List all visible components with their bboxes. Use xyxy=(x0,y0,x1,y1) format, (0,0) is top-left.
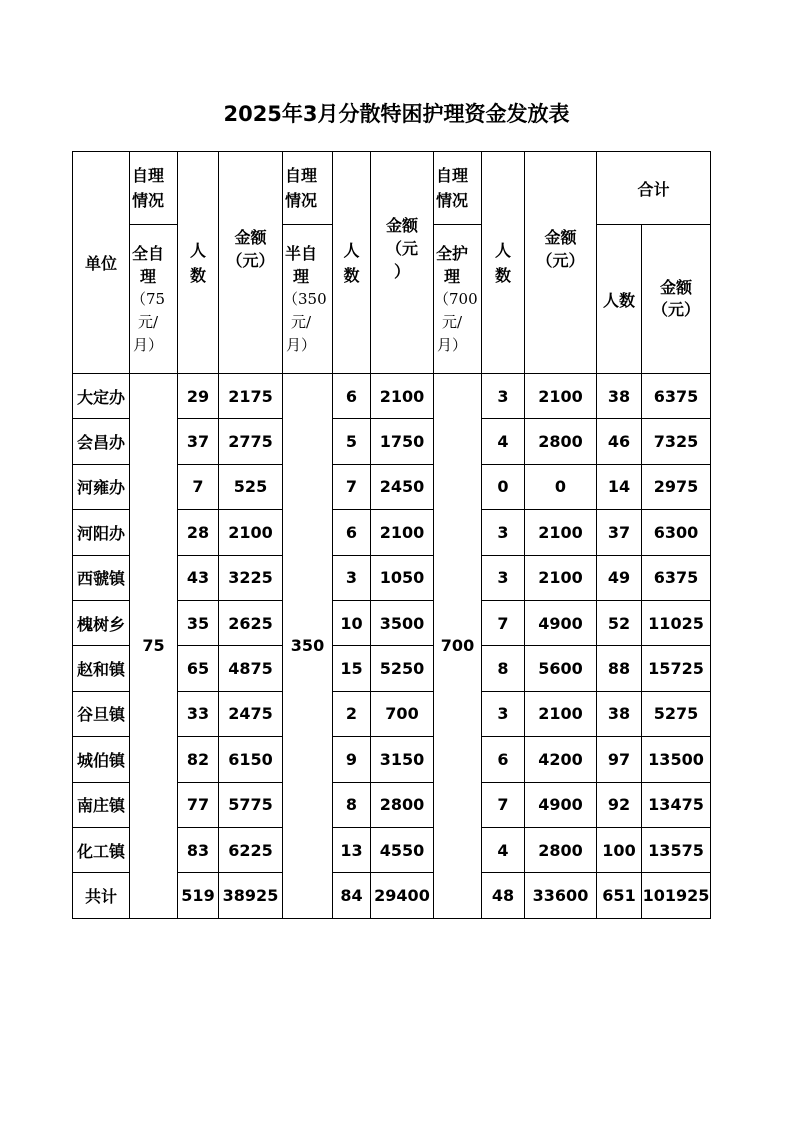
header-full-self-rate: （75元/月） xyxy=(130,289,166,354)
total-amount: 11025 xyxy=(642,600,711,645)
full-self-amount: 5775 xyxy=(219,782,283,827)
unit-cell: 槐树乡 xyxy=(73,600,130,645)
header-full-care xyxy=(434,225,482,374)
header-amount-line-1: 金额 xyxy=(385,216,418,235)
full-self-people: 83 xyxy=(178,827,219,872)
total-people: 38 xyxy=(597,691,642,736)
header-amount-3 xyxy=(525,152,597,374)
total-amount: 6375 xyxy=(642,374,711,419)
half-self-amount: 1750 xyxy=(371,419,434,464)
header-people-text: 人数 xyxy=(494,240,511,285)
header-full-care-rate: （700元/月） xyxy=(434,289,478,354)
header-self-care-status-1 xyxy=(130,152,178,225)
full-care-amount: 2800 xyxy=(525,419,597,464)
half-self-amount: 2800 xyxy=(371,782,434,827)
total-people: 14 xyxy=(597,464,642,509)
full-care-amount: 4900 xyxy=(525,600,597,645)
page-title: 2025年3月分散特困护理资金发放表 xyxy=(223,102,570,126)
full-self-amount: 525 xyxy=(219,464,283,509)
totals-total-people: 651 xyxy=(597,873,642,918)
full-care-people: 3 xyxy=(482,374,525,419)
full-self-amount: 2175 xyxy=(219,374,283,419)
header-half-self-label: 半自理 xyxy=(284,243,317,286)
half-self-people: 8 xyxy=(333,782,371,827)
header-self-care-status-text: 自理情况 xyxy=(435,166,468,210)
unit-cell: 会昌办 xyxy=(73,419,130,464)
full-care-amount: 4900 xyxy=(525,782,597,827)
full-self-amount: 2100 xyxy=(219,510,283,555)
header-amount-line-3: ） xyxy=(393,262,410,281)
totals-hs-people: 84 xyxy=(333,873,371,918)
total-amount: 13500 xyxy=(642,737,711,782)
header-self-care-status-text: 自理情况 xyxy=(131,166,164,210)
header-unit: 单位 xyxy=(73,152,130,374)
totals-fs-people: 519 xyxy=(178,873,219,918)
total-people: 88 xyxy=(597,646,642,691)
full-self-people: 28 xyxy=(178,510,219,555)
half-self-people: 5 xyxy=(333,419,371,464)
full-care-amount: 0 xyxy=(525,464,597,509)
full-care-people: 6 xyxy=(482,737,525,782)
full-self-people: 35 xyxy=(178,600,219,645)
total-amount: 2975 xyxy=(642,464,711,509)
full-care-amount: 2100 xyxy=(525,510,597,555)
full-care-amount: 5600 xyxy=(525,646,597,691)
full-care-people: 0 xyxy=(482,464,525,509)
funding-table xyxy=(72,151,711,919)
full-self-amount: 6225 xyxy=(219,827,283,872)
full-self-amount: 4875 xyxy=(219,646,283,691)
total-people: 92 xyxy=(597,782,642,827)
half-self-amount: 2450 xyxy=(371,464,434,509)
full-self-amount: 2775 xyxy=(219,419,283,464)
totals-label: 共计 xyxy=(73,873,130,918)
unit-cell: 河阳办 xyxy=(73,510,130,555)
table-row xyxy=(73,374,711,419)
total-people: 46 xyxy=(597,419,642,464)
header-people-3 xyxy=(482,152,525,374)
header-people-1 xyxy=(178,152,219,374)
half-self-amount: 4550 xyxy=(371,827,434,872)
half-self-amount: 5250 xyxy=(371,646,434,691)
header-self-care-status-text: 自理情况 xyxy=(284,166,317,210)
full-self-people: 65 xyxy=(178,646,219,691)
totals-total-amount: 101925 xyxy=(642,873,711,918)
half-self-people: 6 xyxy=(333,374,371,419)
header-self-care-status-2 xyxy=(283,152,333,225)
header-people-text: 人数 xyxy=(343,240,360,285)
half-self-amount: 700 xyxy=(371,691,434,736)
full-care-rate-value: 700 xyxy=(434,374,482,919)
totals-fc-amount: 33600 xyxy=(525,873,597,918)
half-self-people: 7 xyxy=(333,464,371,509)
total-amount: 15725 xyxy=(642,646,711,691)
half-self-amount: 1050 xyxy=(371,555,434,600)
full-self-amount: 2475 xyxy=(219,691,283,736)
unit-cell: 河雍办 xyxy=(73,464,130,509)
full-self-amount: 3225 xyxy=(219,555,283,600)
full-care-people: 4 xyxy=(482,419,525,464)
total-amount: 6375 xyxy=(642,555,711,600)
header-total-amount xyxy=(642,225,711,374)
header-total-amount-text: 金额（元） xyxy=(651,278,700,319)
header-total-people: 人数 xyxy=(597,225,642,374)
half-self-amount: 2100 xyxy=(371,374,434,419)
header-half-self xyxy=(283,225,333,374)
header-full-self-label: 全自理 xyxy=(131,243,164,286)
header-amount-text: 金额（元） xyxy=(536,227,585,270)
full-care-people: 8 xyxy=(482,646,525,691)
full-self-people: 37 xyxy=(178,419,219,464)
unit-cell: 城伯镇 xyxy=(73,737,130,782)
total-people: 49 xyxy=(597,555,642,600)
total-amount: 5275 xyxy=(642,691,711,736)
unit-cell: 赵和镇 xyxy=(73,646,130,691)
half-self-people: 10 xyxy=(333,600,371,645)
header-amount-line-2: （元 xyxy=(385,239,418,258)
full-self-rate-value: 75 xyxy=(130,374,178,919)
totals-fc-people: 48 xyxy=(482,873,525,918)
header-full-self xyxy=(130,225,178,374)
unit-cell: 南庄镇 xyxy=(73,782,130,827)
header-row-1 xyxy=(73,152,711,225)
full-care-people: 3 xyxy=(482,555,525,600)
unit-cell: 化工镇 xyxy=(73,827,130,872)
total-people: 38 xyxy=(597,374,642,419)
total-amount: 13475 xyxy=(642,782,711,827)
full-care-people: 3 xyxy=(482,510,525,555)
header-self-care-status-3 xyxy=(434,152,482,225)
full-care-people: 3 xyxy=(482,691,525,736)
header-amount-wrapped xyxy=(371,214,433,283)
header-amount-2 xyxy=(371,152,434,374)
total-people: 37 xyxy=(597,510,642,555)
total-amount: 7325 xyxy=(642,419,711,464)
total-people: 100 xyxy=(597,827,642,872)
half-self-people: 3 xyxy=(333,555,371,600)
half-self-people: 15 xyxy=(333,646,371,691)
total-people: 97 xyxy=(597,737,642,782)
full-self-people: 77 xyxy=(178,782,219,827)
half-self-people: 9 xyxy=(333,737,371,782)
full-care-amount: 2800 xyxy=(525,827,597,872)
half-self-people: 6 xyxy=(333,510,371,555)
full-care-people: 4 xyxy=(482,827,525,872)
total-people: 52 xyxy=(597,600,642,645)
full-care-people: 7 xyxy=(482,600,525,645)
header-amount-text: 金额（元） xyxy=(226,227,275,270)
total-amount: 13575 xyxy=(642,827,711,872)
header-people-2 xyxy=(333,152,371,374)
header-total: 合计 xyxy=(597,152,711,225)
half-self-rate-value: 350 xyxy=(283,374,333,919)
half-self-amount: 2100 xyxy=(371,510,434,555)
full-care-amount: 2100 xyxy=(525,374,597,419)
totals-fs-amount: 38925 xyxy=(219,873,283,918)
full-self-people: 29 xyxy=(178,374,219,419)
full-self-people: 33 xyxy=(178,691,219,736)
half-self-amount: 3500 xyxy=(371,600,434,645)
full-care-amount: 2100 xyxy=(525,555,597,600)
half-self-people: 13 xyxy=(333,827,371,872)
header-full-care-label: 全护理 xyxy=(435,243,468,286)
total-amount: 6300 xyxy=(642,510,711,555)
header-amount-1 xyxy=(219,152,283,374)
unit-cell: 大定办 xyxy=(73,374,130,419)
header-half-self-rate: （350元/月） xyxy=(283,289,327,354)
full-care-people: 7 xyxy=(482,782,525,827)
full-self-amount: 2625 xyxy=(219,600,283,645)
header-people-text: 人数 xyxy=(189,240,206,285)
unit-cell: 西虢镇 xyxy=(73,555,130,600)
half-self-amount: 3150 xyxy=(371,737,434,782)
half-self-people: 2 xyxy=(333,691,371,736)
full-self-people: 7 xyxy=(178,464,219,509)
unit-cell: 谷旦镇 xyxy=(73,691,130,736)
totals-hs-amount: 29400 xyxy=(371,873,434,918)
full-self-amount: 6150 xyxy=(219,737,283,782)
full-self-people: 43 xyxy=(178,555,219,600)
full-care-amount: 4200 xyxy=(525,737,597,782)
full-self-people: 82 xyxy=(178,737,219,782)
full-care-amount: 2100 xyxy=(525,691,597,736)
